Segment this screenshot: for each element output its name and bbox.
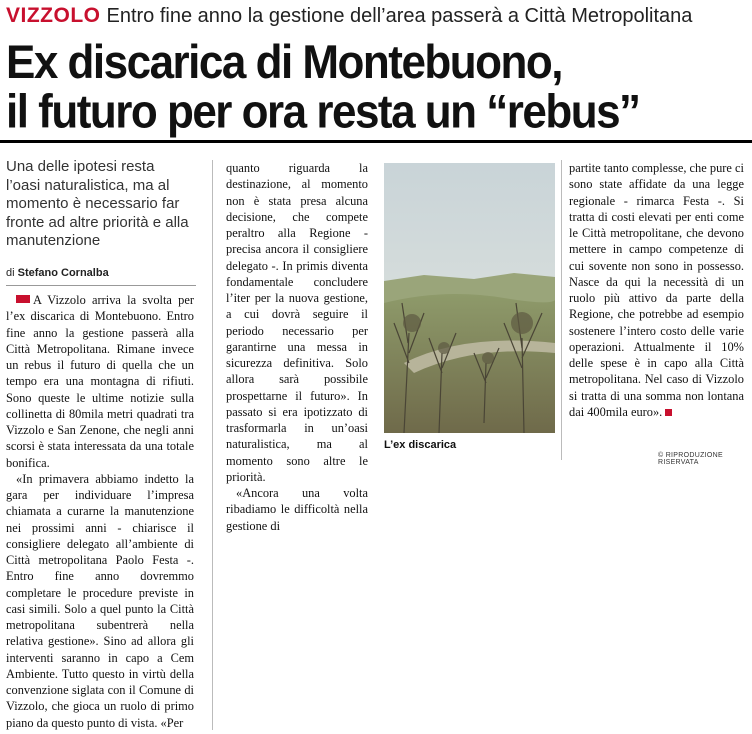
column-divider bbox=[212, 160, 213, 730]
kicker-location: VIZZOLO bbox=[6, 4, 101, 27]
byline bbox=[6, 267, 196, 279]
article-paragraph-2: «In primavera abbiamo indetto la gara per individuare l’impresa chiamata a curarne la manutenzione nei prossimi anni - chiarisce il consigliere delegato all’ambiente di Città metropolitana Paolo Festa -. Entro fine anno dovremmo completare le procedure previste in casi simili. Solo a quel punto la Città metropolitana subentrerà nella relativa gestione». Sino ad allora gli interventi saranno in capo a Cem Ambiente. Tutto questo in virtù della convenzione siglata con il Comune di Vizzolo, che gioca un ruolo di primo piano da questo punto di vista. «Per bbox=[6, 471, 194, 730]
article-paragraph-1: A Vizzolo arriva la svolta per l’ex discarica di Montebuono. Entro fine anno la gestione passerà alla Città Metropolitana. Rimane invece un rebus il futuro di quella che un tempo era una montagna di rifiuti. Sono queste le ultime notizie sulla collinetta di 80mila metri quadrati tra Vizzolo e San Zenone, che negli anni scorsi è stata interessata da una totale bonifica. bbox=[6, 293, 194, 470]
article-column-3 bbox=[569, 160, 744, 420]
byline-author: Stefano Cornalba bbox=[17, 267, 109, 279]
header-rule bbox=[0, 140, 752, 143]
kicker-subtitle: Entro fine anno la gestione dell’area passerà a Città Metropolitana bbox=[106, 5, 693, 27]
headline-line-1: Ex discarica di Montebuono, bbox=[6, 35, 563, 89]
copyright-notice: © RIPRODUZIONE RISERVATA bbox=[658, 452, 723, 466]
lead-summary: Una delle ipotesi resta l’oasi naturalistica, ma al momento è necessario far fronte ad altre priorità e alla manutenzione bbox=[6, 158, 189, 249]
article-column-1 bbox=[6, 292, 194, 731]
byline-prefix: di bbox=[6, 267, 15, 279]
section-marker-icon bbox=[16, 295, 30, 303]
byline-rule bbox=[6, 285, 196, 286]
article-paragraph-4: «Ancora una volta ribadiamo le difficoltà nella gestione di bbox=[226, 486, 368, 533]
photo-caption: L’ex discarica bbox=[384, 439, 457, 451]
article-column-2 bbox=[226, 160, 368, 534]
landfill-photo bbox=[384, 163, 555, 433]
article-paragraph-5: partite tanto complesse, che pure ci sono state affidate da una legge regionale - rimarca Festa -. Si tratta di costi elevati per enti come le Città metropolitane, che devono mettere in campo competenze di cui sovente non sono in possesso. Nasce da qui la necessità di un ruolo più attivo da parte della Regione, che potrebbe ad esempio sostenere l’intero costo delle varie operazioni. Attualmente il 10% delle spese è in capo alla Città metropolitana. Nel caso di Vizzolo si tratta di una somma non lontana dai 400mila euro». bbox=[569, 161, 744, 419]
headline bbox=[6, 35, 746, 139]
headline-line-2: il futuro per ora resta un “rebus” bbox=[6, 85, 640, 139]
article-paragraph-3: quanto riguarda la destinazione, al momento non è stata presa alcuna decisione, che compete peraltro alla Regione - precisa ancora il consigliere delegato -. In primis diventa fondamentale concludere l’iter per la nuova gestione, a cui dovrà seguire il periodo necessario per garantirne una messa in sicurezza definitiva. Solo allora sarà possibile prospettarne il futuro». In passato si era ipotizzato di trasformarla in un’oasi naturalistica, ma al momento sono altre le priorità. bbox=[226, 161, 368, 484]
column-divider bbox=[561, 160, 562, 460]
landfill-photo-image bbox=[384, 163, 555, 433]
kicker bbox=[6, 4, 746, 30]
end-marker-icon bbox=[665, 409, 672, 416]
